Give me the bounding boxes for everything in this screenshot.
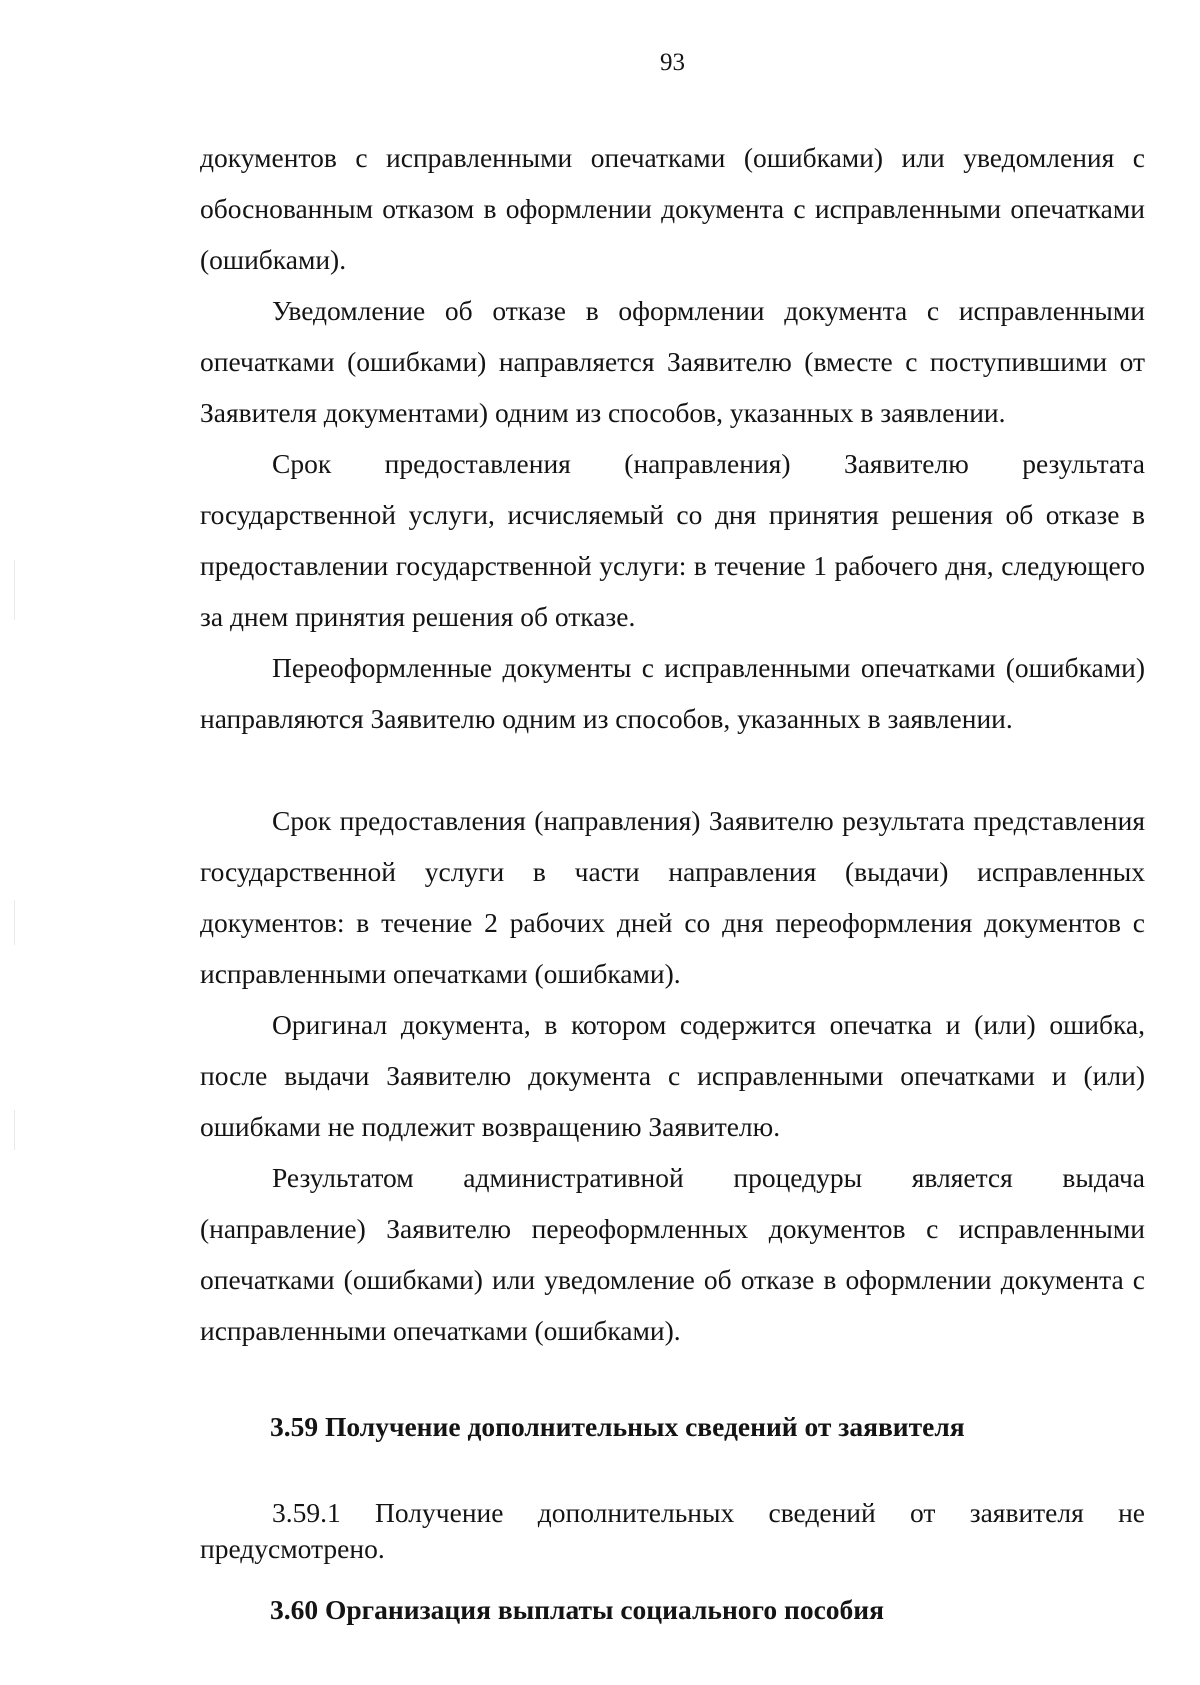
paragraph-rejection-deadline: Срок предоставления (направления) Заявителю результата государственной услуги, исчисляемый со дня принятия решения об отказе в предоставлении государственной услуги: в течение 1 рабочего дня, следующего за днем принятия решения об отказе. xyxy=(200,448,1145,632)
scan-margin-mark xyxy=(14,900,15,945)
paragraph-reissued-documents: Переоформленные документы с исправленными опечатками (ошибками) направляются Заявителю одним из способов, указанных в заявлении. xyxy=(200,652,1145,734)
scan-margin-mark xyxy=(14,560,15,620)
scan-margin-mark xyxy=(14,1110,15,1150)
paragraph-continuation: документов с исправленными опечатками (ошибками) или уведомления с обоснованным отказом в оформлении документа с исправленными опечатками (ошибками). xyxy=(200,142,1145,275)
paragraph-rejection-notice: Уведомление об отказе в оформлении документа с исправленными опечатками (ошибками) направляется Заявителю (вместе с поступившими от Заявителя документами) одним из способов, указанных в заявлении. xyxy=(200,295,1145,428)
paragraph-3-59-1: 3.59.1 Получение дополнительных сведений от заявителя не предусмотрено. xyxy=(200,1497,1145,1564)
section-heading-3-59: 3.59 Получение дополнительных сведений от заявителя xyxy=(270,1411,965,1442)
paragraph-original-document: Оригинал документа, в котором содержится опечатка и (или) ошибка, после выдачи Заявителю документа с исправленными опечатками и (или) ошибками не подлежит возвращению Заявителю. xyxy=(200,1009,1145,1142)
section-heading-3-60: 3.60 Организация выплаты социального пособия xyxy=(270,1594,884,1625)
paragraph-reissue-deadline: Срок предоставления (направления) Заявителю результата представления государственной услуги в части направления (выдачи) исправленных документов: в течение 2 рабочих дней со дня переоформления документов с исправленными опечатками (ошибками). xyxy=(200,805,1145,989)
paragraph-procedure-result: Результатом административной процедуры является выдача (направление) Заявителю переоформленных документов с исправленными опечатками (ошибками) или уведомление об отказе в оформлении документа с исправленными опечатками (ошибками). xyxy=(200,1162,1145,1346)
page-number: 93 xyxy=(660,49,685,76)
